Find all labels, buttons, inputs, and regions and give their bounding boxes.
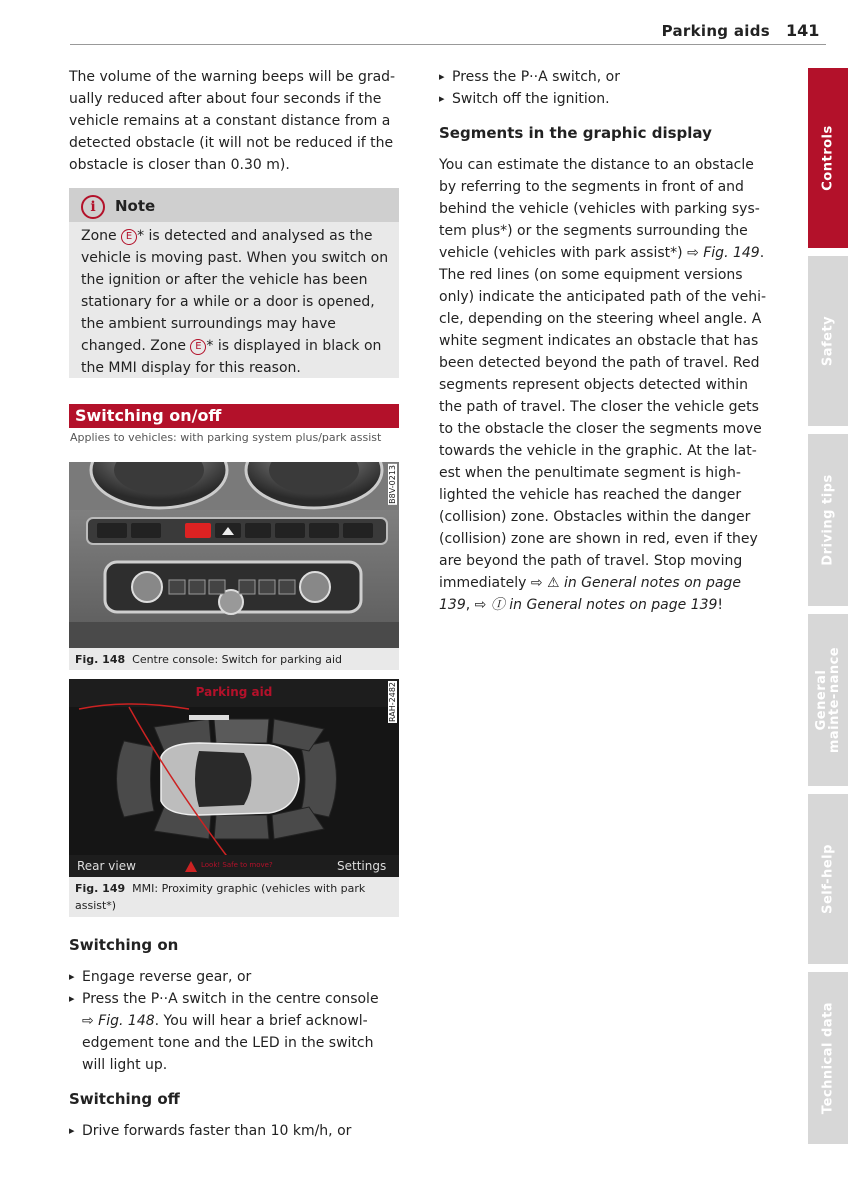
tab-label: Technical data bbox=[820, 1001, 836, 1115]
centre-console-illustration bbox=[69, 462, 399, 648]
mmi-rear-view-label: Rear view bbox=[77, 859, 136, 873]
tab-technical-data[interactable] bbox=[808, 972, 848, 1144]
info-icon: i bbox=[81, 195, 105, 219]
note-text-3: * is displayed in black on the MMI display for this reason. bbox=[81, 338, 382, 376]
caution-reference-link[interactable]: ⇨ Ⓘ in General notes on page 139 bbox=[474, 597, 718, 613]
segments-heading: Segments in the graphic display bbox=[439, 124, 712, 142]
running-header-title: Parking aids bbox=[661, 22, 770, 40]
list-item: ▸ Press the P··A switch, or bbox=[439, 66, 779, 88]
switching-on-list bbox=[69, 966, 389, 1076]
list-item: ▸ Engage reverse gear, or bbox=[69, 966, 389, 988]
switching-off-list-cont bbox=[439, 66, 779, 110]
tab-driving-tips[interactable] bbox=[808, 434, 848, 606]
figure-148-caption-text: Centre console: Switch for parking aid bbox=[132, 653, 343, 666]
list-item: ▸ Switch off the ignition. bbox=[439, 88, 779, 110]
switching-off-list bbox=[69, 1120, 389, 1142]
figure-reference-link[interactable]: ⇨ Fig. 149 bbox=[687, 245, 760, 261]
switching-on-heading: Switching on bbox=[69, 936, 179, 954]
note-box bbox=[69, 188, 399, 378]
figure-149-caption bbox=[69, 877, 399, 917]
figure-148-caption bbox=[69, 648, 399, 670]
switching-off-heading: Switching off bbox=[69, 1090, 180, 1108]
segments-text: You can estimate the distance to an obstacle by referring to the segments in front of and behind the vehicle (vehicles with parking sys-tem plus*) or the segments surrounding the vehicle (vehicles with park assist*) bbox=[439, 157, 760, 261]
item-text: Press the P··A switch in the centre console bbox=[82, 991, 379, 1007]
figure-reference-link[interactable]: ⇨ Fig. 148 bbox=[82, 1013, 155, 1029]
note-text-1: Zone bbox=[81, 228, 122, 244]
tab-label: Driving tips bbox=[820, 474, 836, 566]
list-item: ▸ Drive forwards faster than 10 km/h, or bbox=[69, 1120, 389, 1142]
warning-reference-link[interactable]: ⇨ ⚠ in General notes on page 139 bbox=[439, 575, 741, 613]
tab-controls[interactable] bbox=[808, 68, 848, 248]
intro-text: The volume of the warning beeps will be grad-ually reduced after about four seconds if the vehicle remains at a constant distance from a detected obstacle (it will not be reduced if the obstacle is closer than 0.30 m). bbox=[69, 69, 396, 173]
tab-label: Safety bbox=[820, 315, 836, 367]
note-text-2: * is detected and analysed as the vehicle is moving past. When you switch on the ignition or after the vehicle has been stationary for a while or a door is opened, the ambient surroundings may have changed. Zone bbox=[81, 228, 389, 354]
figure-148-label: Fig. 148 bbox=[75, 653, 126, 666]
figure-148-image bbox=[69, 462, 399, 648]
figure-148-id: B8V-0213 bbox=[388, 465, 397, 504]
figure-149-id: RAH-2482 bbox=[388, 682, 397, 722]
tab-label: Self-help bbox=[820, 844, 836, 914]
segments-paragraph bbox=[439, 154, 767, 616]
segments-text: . The red lines (on some equipment versions only) indicate the anticipated path of the vehi-cle, depending on the steering wheel angle. A white segment indicates an obstacle that has been detected beyond the path of travel. Red segments represent objects detected within the path of travel. The closer the vehicle gets to the obstacle the closer the segments move towards the vehicle in the graphic. At the lat-est when the penultimate segment is high-lighted the vehicle has reached the danger (collision) zone. Obstacles within the danger (collision) zone are shown in red, even if they are beyond the path of travel. Stop moving immediately bbox=[439, 245, 767, 591]
zone-e-icon: E bbox=[121, 229, 137, 245]
intro-paragraph bbox=[69, 66, 401, 176]
mmi-warning-text: Look! Safe to move? bbox=[201, 861, 273, 869]
applies-to-text: Applies to vehicles: with parking system plus/park assist bbox=[70, 431, 382, 444]
tab-self-help[interactable] bbox=[808, 794, 848, 964]
separator-text: , bbox=[465, 597, 475, 613]
tab-safety[interactable] bbox=[808, 256, 848, 426]
zone-e-icon: E bbox=[190, 339, 206, 355]
page-number: 141 bbox=[786, 21, 820, 40]
figure-149-image bbox=[69, 679, 399, 877]
tab-general-maintenance[interactable] bbox=[808, 614, 848, 786]
tab-label: Controls bbox=[820, 125, 836, 191]
mmi-settings-label: Settings bbox=[337, 859, 387, 873]
header-rule bbox=[70, 44, 826, 45]
section-heading-bar bbox=[69, 404, 399, 428]
mmi-screen-title: Parking aid bbox=[195, 685, 273, 699]
end-text: ! bbox=[717, 597, 724, 613]
item-text: . You will hear a brief acknowl-edgement tone and the LED in the switch will light up. bbox=[82, 1013, 374, 1073]
figure-149-caption-text: MMI: Proximity graphic (vehicles with park assist*) bbox=[75, 882, 366, 912]
figure-149-label: Fig. 149 bbox=[75, 882, 126, 895]
proximity-graphic bbox=[69, 679, 399, 877]
note-body bbox=[81, 225, 391, 379]
list-item bbox=[69, 988, 389, 1076]
note-title: Note bbox=[115, 197, 156, 215]
section-title: Switching on/off bbox=[75, 406, 222, 425]
tab-label: General mainte-nance bbox=[814, 646, 842, 754]
